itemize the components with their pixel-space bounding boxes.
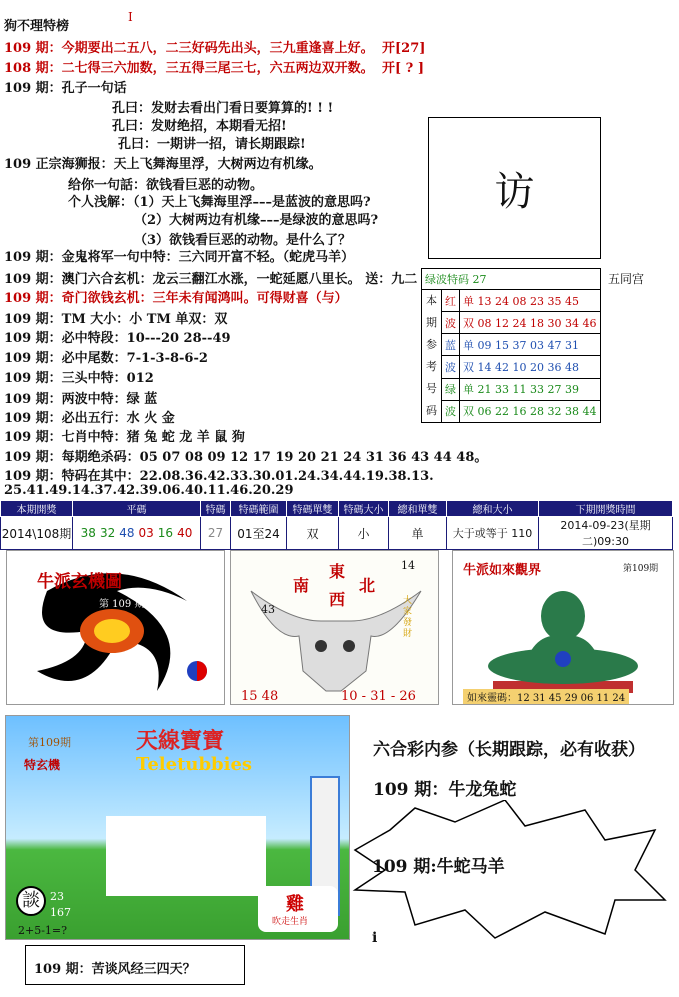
text-line (4, 60, 424, 78)
text-line (4, 449, 487, 467)
panel4-brand-en: Teletubbies (136, 754, 253, 775)
wave-table (421, 268, 601, 423)
wave-label: 波 (442, 400, 460, 422)
wave-numbers: 单 21 33 11 33 27 39 (460, 378, 601, 400)
visit-box (428, 117, 601, 259)
text-line-body: 109 期：三头中特：012 (4, 371, 154, 386)
wave-label: 绿 (442, 378, 460, 400)
panel-buddha (452, 550, 674, 705)
wave-category-char: 码 (426, 404, 437, 417)
text-line (112, 118, 287, 136)
panel3-footer: 如來靈碼：12 31 45 29 06 11 24 (463, 689, 629, 704)
text-line-body: 108 期：二七得三六加数，三五得三尾三七，六五两边双开数。 (4, 61, 374, 76)
text-line (4, 40, 426, 58)
wave-category-char: 参 (426, 338, 437, 351)
bar-flat-number: 40 (177, 526, 193, 540)
bar-flat-number: 16 (157, 526, 174, 540)
compass-north: 北 (359, 576, 376, 595)
wave-label: 红 (442, 290, 460, 312)
text-line (118, 136, 306, 154)
text-line (4, 80, 127, 98)
bar-special: 27 (201, 517, 231, 550)
wave-label: 波 (442, 356, 460, 378)
text-line (134, 232, 351, 250)
bar-flat-number: 48 (119, 526, 135, 540)
promo-line1: 109 期：牛龙兔蛇 (373, 780, 517, 800)
wave-numbers: 单 13 24 08 23 35 45 (460, 290, 601, 312)
panel4-n1: 23 (50, 890, 64, 903)
text-line (4, 410, 175, 428)
wave-header: 绿波特码 27 (422, 269, 601, 290)
wave-label: 波 (442, 312, 460, 334)
text-line-body: 109 期：孔子一句话 (4, 81, 127, 96)
wave-category-char: 考 (426, 360, 437, 373)
skull-side-text: 大家發財 (403, 596, 413, 639)
wave-category-char: 号 (426, 382, 437, 395)
wave-label: 蓝 (442, 334, 460, 356)
compass-west: 西 (329, 590, 346, 609)
wave-numbers: 双 06 22 16 28 32 38 44 (460, 400, 601, 422)
text-line (68, 177, 263, 195)
bar-header: 下期開獎時間 (539, 501, 673, 517)
text-line-body: 109 正宗海狮报：天上飞舞海里浮，大树两边有机缘。 (4, 157, 322, 172)
bar-next: 2014-09-23(星期二)09:30 (539, 517, 673, 550)
text-line (4, 370, 154, 388)
bar-header: 特碼範圍 (231, 501, 287, 517)
panel4-rooster: 雞 (286, 894, 304, 915)
bar-size: 小 (339, 517, 389, 550)
text-line-body: 孔曰：发财绝招，本期看无招! (112, 119, 287, 134)
text-line (4, 311, 227, 329)
red-mark: I (128, 10, 133, 24)
wave-category (422, 290, 442, 423)
result-bar (0, 500, 679, 550)
promo-title: 六合彩内参（长期跟踪，必有收获） (373, 740, 645, 760)
wave-numbers: 双 08 12 24 18 30 34 46 (460, 312, 601, 334)
panel-skull (230, 550, 439, 705)
skull-footer-2: 10 - 31 - 26 (341, 689, 416, 704)
bar-period: 2014\108期 (1, 517, 73, 550)
text-line-body: 109 期：七肖中特：猪 兔 蛇 龙 羊 鼠 狗 (4, 430, 245, 445)
panel4-talk: 談 (16, 886, 46, 916)
text-line (4, 482, 294, 500)
wave-side-note: 五同宫 (608, 272, 645, 286)
text-line-body: 109 期：澳门六合玄机：龙云三翻江水涨，一蛇延愿八里长。 送：九二 (4, 272, 418, 287)
bottom-box (25, 945, 245, 985)
bar-header: 平碼 (73, 501, 201, 517)
compass-east: 東 (329, 562, 346, 581)
text-line (4, 156, 322, 174)
text-line-body: 109 期：特码在其中：22.08.36.42.33.30.01.24.34.44.19.38.13. (4, 469, 434, 484)
bar-header: 總和大小 (447, 501, 539, 517)
bar-flat-number: 38 (80, 526, 96, 540)
bar-header: 總和單雙 (389, 501, 447, 517)
wave-numbers: 单 09 15 37 03 47 31 (460, 334, 601, 356)
text-line-body: 孔曰：发财去看出门看日要算算的! ! ! (112, 101, 334, 116)
bar-header: 特碼大小 (339, 501, 389, 517)
wave-category-char: 期 (426, 316, 437, 329)
panel4-hint: 特玄機 (24, 758, 61, 772)
text-line-suffix: 开[ ? ] (382, 61, 424, 76)
text-line-body: 109 期：今期要出二五八，二三好码先出头，三九重逢喜上好。 (4, 41, 374, 56)
bar-odd-even: 双 (287, 517, 339, 550)
text-line-body: 109 期：奇门欲钱玄机：三年未有闻鸿叫。可得财喜（与） (4, 291, 348, 306)
text-line-body: （3）欲钱看巨恶的动物。是什么了？ (134, 233, 352, 248)
text-line-body: 孔曰：一期讲一招，请长期跟踪! (118, 137, 306, 152)
text-line-body: 给你一句話：欲钱看巨恶的动物。 (68, 178, 264, 193)
panel4-white-block (106, 816, 266, 896)
bar-sum-odd-even: 单 (389, 517, 447, 550)
text-line-body: 109 期：TM 大小：小 TM 单双：双 (4, 312, 228, 327)
text-line-body: 109 期：每期绝杀码：05 07 08 09 12 17 19 20 21 24 31 36 43 44 48。 (4, 450, 488, 465)
bar-range: 01至24 (231, 517, 287, 550)
bar-header: 本期開獎 (1, 501, 73, 517)
text-line (4, 391, 157, 409)
panel1-sub: 第 109 期 (99, 599, 145, 610)
text-line (4, 249, 354, 267)
visit-char: 访 (494, 168, 535, 215)
bar-flat-number: 03 (138, 526, 154, 540)
bottom-text: 109 期：苦谈风经三四天？ (34, 962, 196, 977)
text-line-suffix: 开[27] (382, 41, 426, 56)
bar-flat (73, 517, 201, 550)
text-line-body: 109 期：金鬼将军一句中特：三六同开富不轻。（蛇虎马羊） (4, 250, 355, 265)
panel4-bottom: 2+5-1=? (18, 924, 68, 937)
skull-num-14: 14 (401, 559, 415, 572)
text-line (134, 212, 378, 230)
panel4-n2: 167 (50, 906, 71, 919)
panel4-issue: 第109期 (28, 736, 71, 749)
text-line (4, 290, 348, 308)
bar-header: 特碼單雙 (287, 501, 339, 517)
bar-flat-number: 32 (99, 526, 116, 540)
wave-numbers: 双 14 42 10 20 36 48 (460, 356, 601, 378)
skull-footer-1: 15 48 (241, 689, 279, 704)
wave-category-char: 本 (426, 294, 437, 307)
skull-num-43: 43 (261, 603, 275, 616)
text-line-body: 109 期：必中尾数：7-1-3-8-6-2 (4, 351, 208, 366)
text-line (4, 271, 417, 289)
text-line-body: 个人浅解：（1）天上飞舞海里浮–––是蓝波的意思吗? (68, 195, 371, 210)
text-line-body: 109 期：两波中特：绿 蓝 (4, 392, 158, 407)
text-line (4, 330, 231, 348)
panel-teletubbies (5, 715, 350, 940)
text-line-body: （2）大树两边有机缘–––是绿波的意思吗? (134, 213, 379, 228)
promo-line2: 109 期:牛蛇马羊 (372, 857, 505, 877)
text-line-body: 109 期：必中特段：10---20 28--49 (4, 331, 231, 346)
promo-mark: i (372, 930, 378, 946)
panel4-brand: 天線寶寶 (136, 728, 225, 754)
page-title: 狗不理特榜 (4, 19, 70, 34)
panel4-rooster-box (258, 886, 338, 932)
bar-sum-size: 大于或等于 110 (447, 517, 539, 550)
compass-south: 南 (293, 576, 310, 595)
text-line (4, 429, 245, 447)
text-line (68, 194, 371, 212)
text-line (4, 350, 208, 368)
text-line-body: 25.41.49.14.37.42.39.06.40.11.46.20.29 (4, 483, 294, 498)
text-line (112, 100, 333, 118)
panel3-title: 牛派如來觀界 (463, 563, 542, 578)
panel4-side: 吹走生肖 (272, 917, 309, 927)
panel1-title: 牛派玄機圖 (37, 572, 122, 592)
bar-header: 特碼 (201, 501, 231, 517)
panel3-issue: 第109期 (623, 564, 659, 574)
text-line-body: 109 期：必出五行：水 火 金 (4, 411, 175, 426)
panel-black-swirl (6, 550, 225, 705)
